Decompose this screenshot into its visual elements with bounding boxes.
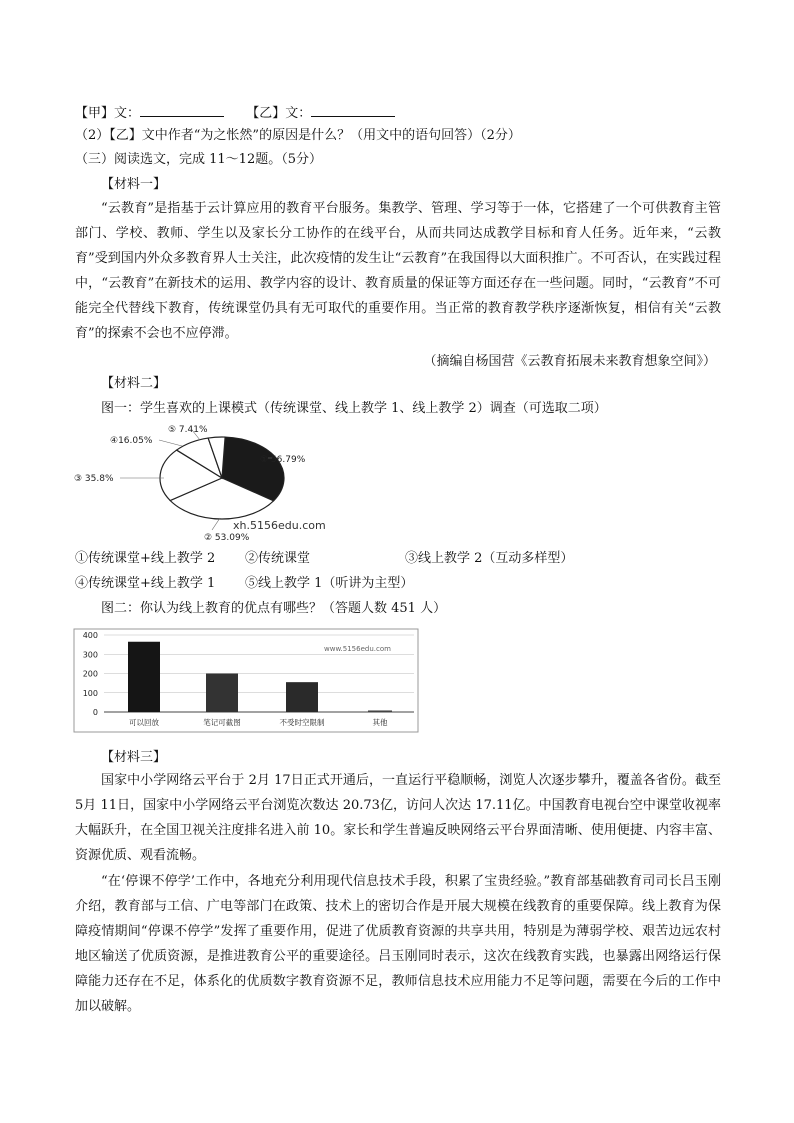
bar-ytick-label: 100 (82, 688, 98, 698)
bar-category-label: 不受时空限制 (279, 718, 325, 727)
material-1-title: 【材料一】 (101, 177, 167, 192)
legend-item-3: ③线上教学 2（互动多样型） (405, 551, 574, 566)
pie-legend-row-1 (75, 551, 573, 567)
material-3-text-1: 国家中小学网络云平台于 2月 17日正式开通后，一直运行平稳顺畅，浏览人次逐步攀升，覆盖各省份。截至 5月 11日，国家中小学网络云平台浏览次数达 20.73亿，访问人次达 17.11亿。中国教育电视台空中课堂收视率大幅跃升，在全国卫视关注度排名进入前 10。家长和学生普遍反映网络云平台界面清晰、使用便捷、内容丰富、资源优质、观看流畅。 (75, 773, 721, 863)
material-1-paragraph (75, 196, 721, 346)
bar-3 (286, 682, 318, 712)
pie-leader-2 (212, 518, 220, 530)
bar-ytick-label: 0 (92, 708, 98, 717)
bar-watermark: www.5156edu.com (324, 645, 391, 653)
figure-2-title: 图二：你认为线上教育的优点有哪些？（答题人数 451 人） (101, 601, 447, 616)
pie-label-2: ② 53.09% (204, 533, 250, 543)
bar-category-label: 可以回放 (129, 718, 159, 727)
figure-1-title: 图一：学生喜欢的上课模式（传统课堂、线上教学 1、线上教学 2）调查（可选取二项） (101, 401, 607, 416)
answer-blanks-row (75, 104, 395, 122)
legend-item-5: ⑤线上教学 1（听讲为主型） (245, 576, 414, 591)
bar-2 (206, 674, 238, 713)
material-1-source: （摘编自杨国营《云教育拓展未来教育想象空间》） (423, 354, 716, 369)
pie-label-1: ① 56.79% (260, 455, 306, 465)
section-3-heading: （三）阅读选文，完成 11～12题。（5分） (75, 152, 322, 167)
pie-legend-row-2 (75, 576, 413, 592)
material-1-text: “云教育”是指基于云计算应用的教育平台服务。集教学、管理、学习等于一体，它搭建了一个可供教育主管部门、学校、教师、学生以及家长分工协作的在线平台，从而共同达成教学目标和育人任务。近年来，“云教育”受到国内外众多教育界人士关注，此次疫情的发生让“云教育”在我国得以大面积推广。不可否认，在实践过程中，“云教育”在新技术的运用、教学内容的设计、教育质量的保证等方面还存在一些问题。同时，“云教育”不可能完全代替线下教育，传统课堂仍具有无可取代的重要作用。当正常的教育教学秩序逐渐恢复，相信有关“云教育”的探索不会也不应停滞。 (75, 201, 721, 341)
material-3-paragraph-2 (75, 869, 721, 1019)
pie-label-4: ④16.05% (110, 436, 153, 446)
pie-label-5: ⑤ 7.41% (168, 425, 208, 435)
bar-4 (368, 710, 392, 712)
pie-leader-4 (159, 440, 182, 446)
bar-category-label: 笔记可截图 (203, 718, 241, 727)
bar-1 (128, 642, 160, 712)
yi-blank[interactable] (311, 104, 395, 117)
bar-ytick-label: 300 (82, 650, 98, 660)
material-3-paragraph-1 (75, 768, 721, 868)
figure-1-pie-chart (72, 418, 372, 548)
jia-blank[interactable] (140, 104, 224, 117)
legend-item-4: ④传统课堂+线上教学 1 (75, 576, 216, 591)
bar-ytick-label: 200 (82, 669, 98, 679)
pie-watermark: xh.5156edu.com (233, 519, 326, 532)
legend-item-1: ①传统课堂+线上教学 2 (75, 551, 216, 566)
jia-label: 【甲】文： (75, 106, 141, 121)
material-2-title: 【材料二】 (101, 376, 167, 391)
yi-label: 【乙】文： (246, 106, 312, 121)
material-3-title: 【材料三】 (101, 750, 167, 765)
legend-item-2: ②传统课堂 (245, 551, 311, 566)
figure-2-bar-chart (72, 627, 422, 735)
question-2: （2）【乙】文中作者“为之怅然”的原因是什么？（用文中的语句回答）（2分） (75, 128, 521, 143)
bar-ytick-label: 400 (82, 631, 98, 640)
bar-category-label: 其他 (372, 718, 388, 727)
pie-label-3: ③ 35.8% (74, 474, 114, 484)
material-3-text-2: “在‘停课不停学’工作中，各地充分利用现代信息技术手段，积累了宝贵经验。”教育部基础教育司司长吕玉刚介绍，教育部与工信、广电等部门在政策、技术上的密切合作是开展大规模在线教育的重要保障。线上教育为保障疫情期间“停课不停学”发挥了重要作用，促进了优质教育资源的共享共用，特别是为薄弱学校、艰苦边远农村地区输送了优质资源，是推进教育公平的重要途径。吕玉刚同时表示，这次在线教育实践，也暴露出网络运行保障能力还存在不足，体系化的优质数字教育资源不足，教师信息技术应用能力不足等问题，需要在今后的工作中加以破解。 (75, 874, 721, 1014)
